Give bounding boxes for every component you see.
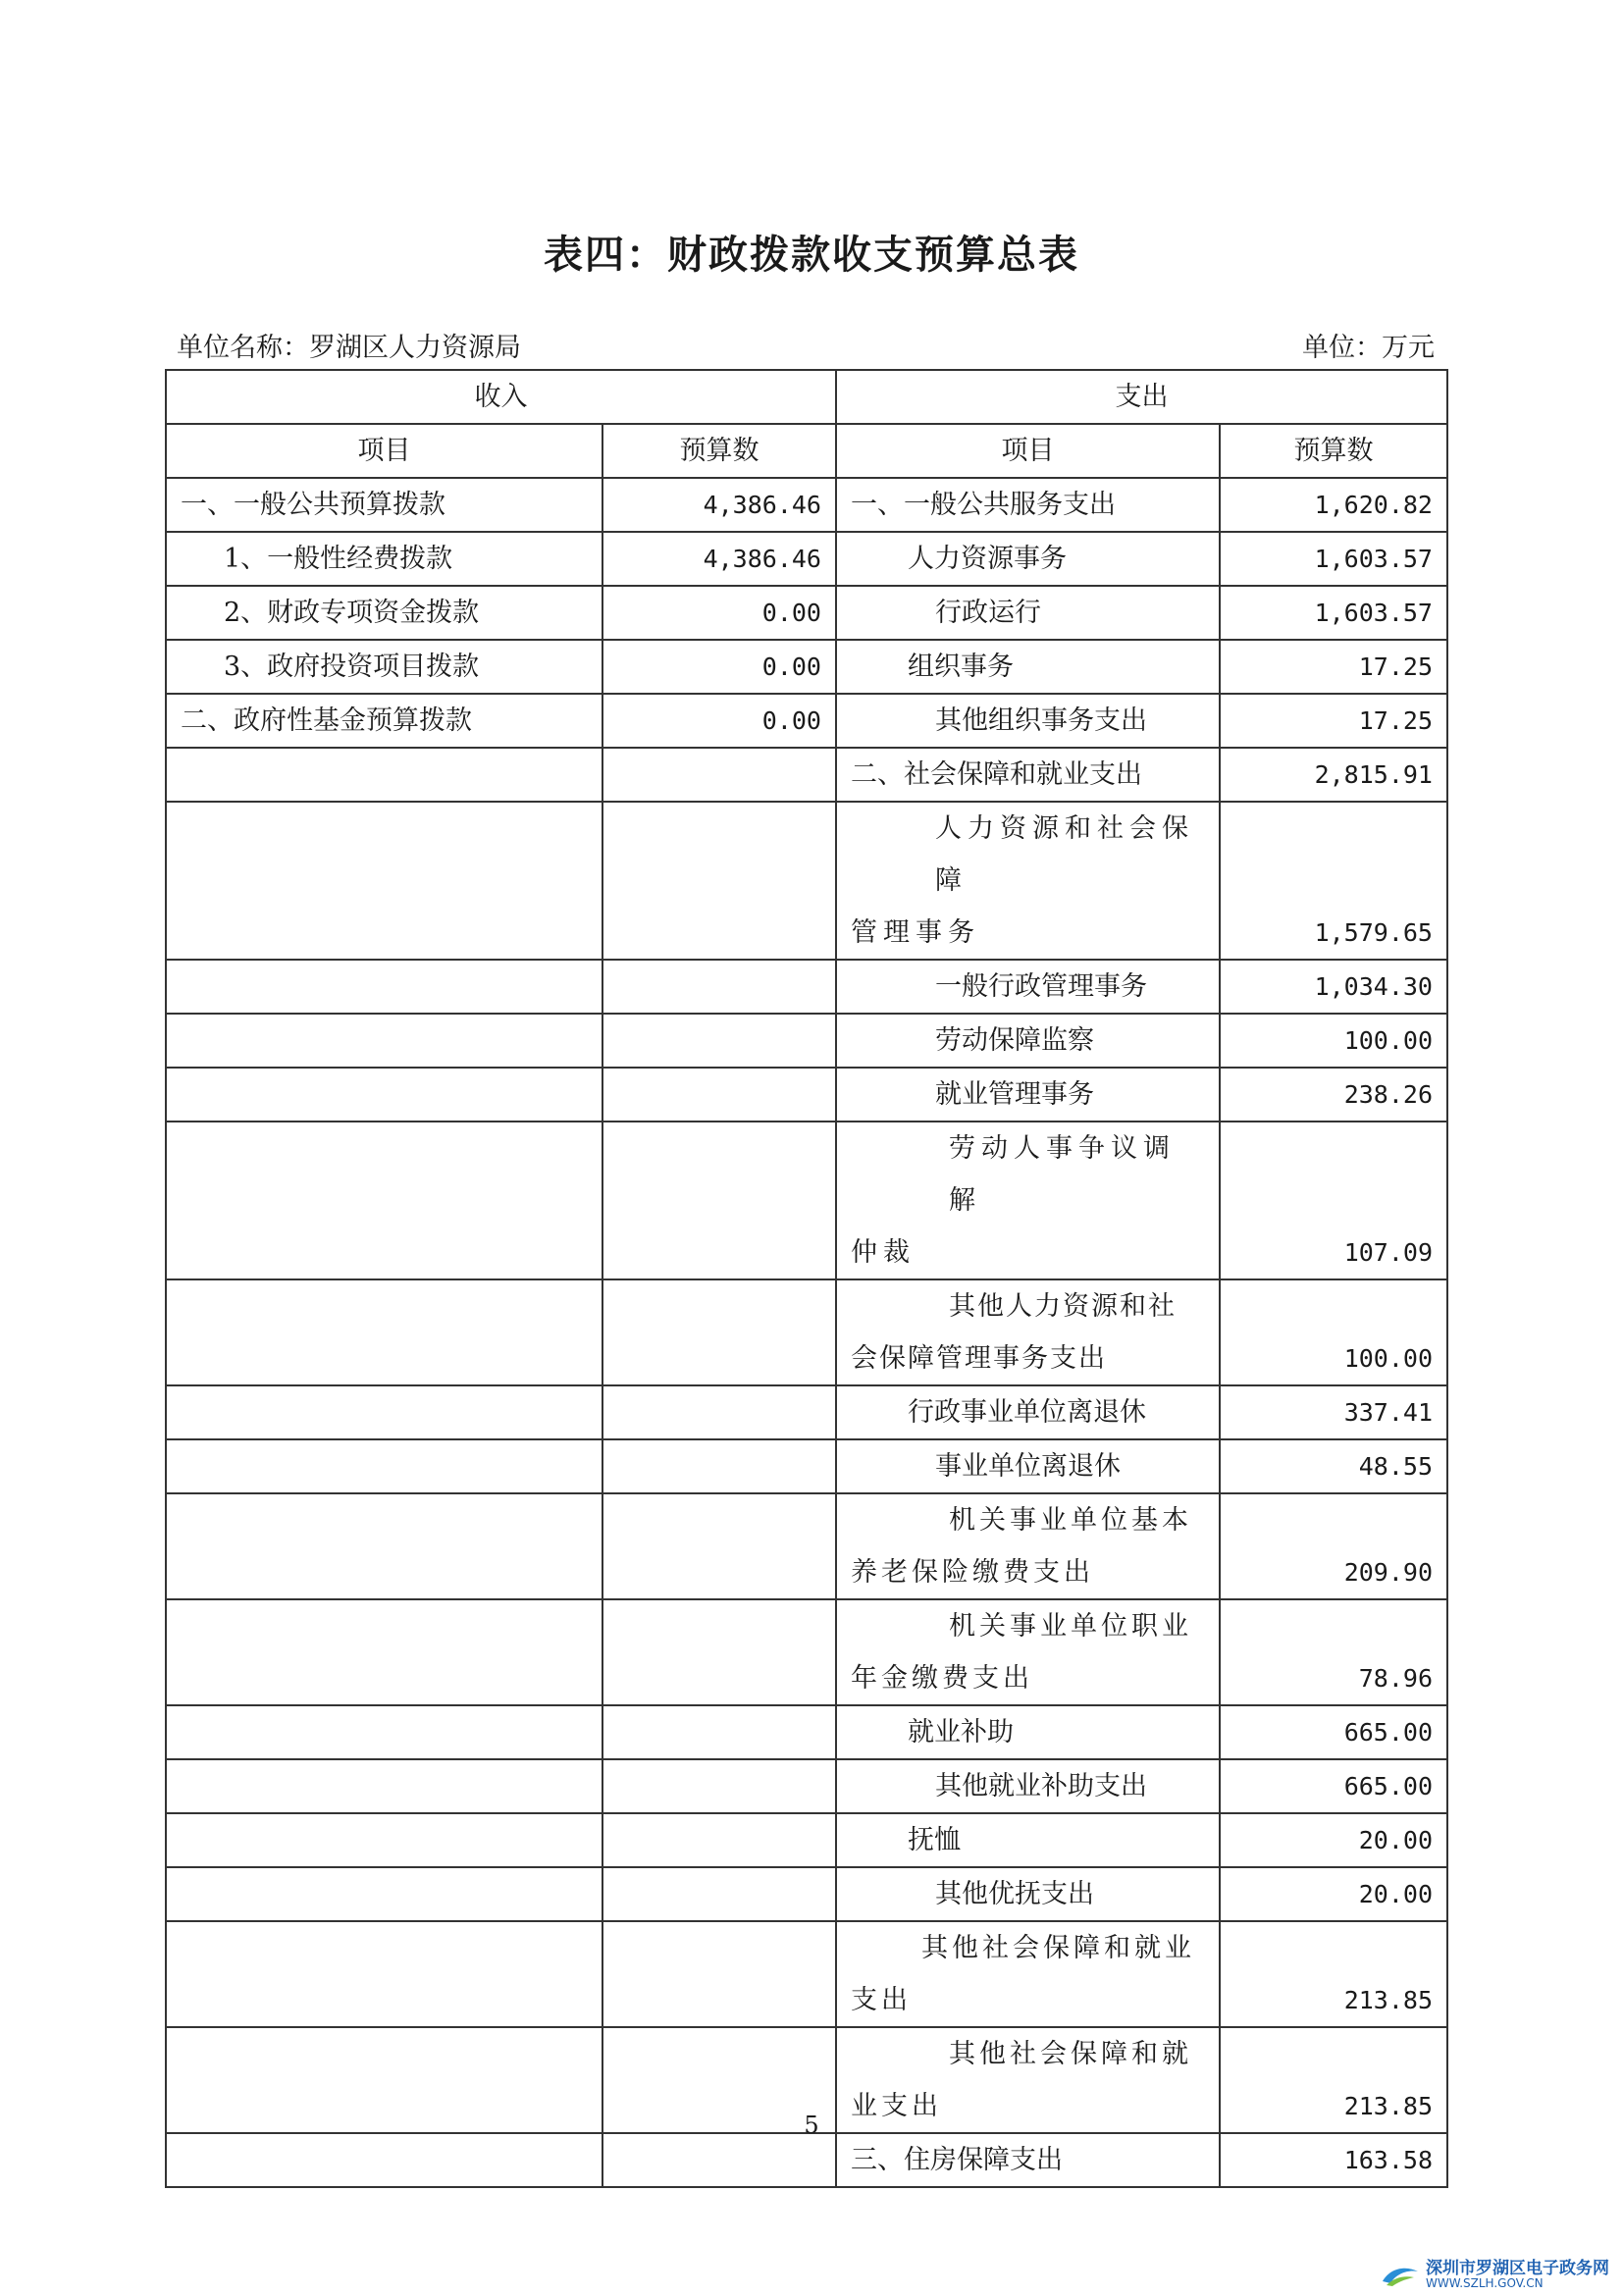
income-item	[166, 1705, 602, 1759]
expense-item-line1: 劳动人事争议调解	[949, 1133, 1176, 1216]
expense-item-line2: 业支出	[851, 2091, 942, 2121]
income-amount: 4,386.46	[602, 478, 836, 532]
income-header: 收入	[166, 370, 836, 424]
budget-table	[165, 369, 1448, 2188]
expense-item: 二、社会保障和就业支出	[836, 748, 1220, 802]
income-item-header: 项目	[166, 424, 602, 478]
expense-item-header: 项目	[836, 424, 1220, 478]
table-row	[166, 748, 1447, 802]
site-url: WWW.SZLH.GOV.CN	[1426, 2276, 1544, 2291]
expense-amount: 665.00	[1220, 1705, 1447, 1759]
income-item	[166, 1385, 602, 1439]
income-item	[166, 802, 602, 960]
income-item	[166, 1122, 602, 1279]
expense-amount: 107.09	[1220, 1122, 1447, 1279]
header-row-columns	[166, 424, 1447, 478]
expense-amount: 48.55	[1220, 1439, 1447, 1493]
expense-amount: 20.00	[1220, 1867, 1447, 1921]
income-amount	[602, 1385, 836, 1439]
table-row	[166, 802, 1447, 960]
expense-amount: 100.00	[1220, 1279, 1447, 1385]
income-item	[166, 1493, 602, 1599]
expense-amount: 100.00	[1220, 1014, 1447, 1068]
expense-amount: 78.96	[1220, 1599, 1447, 1705]
expense-item-line2: 管理事务	[851, 917, 980, 948]
income-item: 3、政府投资项目拨款	[166, 640, 602, 694]
expense-item-line2: 仲裁	[851, 1237, 916, 1268]
expense-item: 其他优抚支出	[836, 1867, 1220, 1921]
income-amount	[602, 960, 836, 1014]
expense-amount: 20.00	[1220, 1813, 1447, 1867]
expense-amount: 17.25	[1220, 640, 1447, 694]
table-row	[166, 1385, 1447, 1439]
income-item: 2、财政专项资金拨款	[166, 586, 602, 640]
expense-item-line1: 机关事业单位职业	[949, 1611, 1192, 1642]
expense-item: 三、住房保障支出	[836, 2133, 1220, 2187]
table-row	[166, 1068, 1447, 1122]
expense-item-line2: 养老保险缴费支出	[851, 1557, 1094, 1588]
expense-item-line1: 人力资源和社会保障	[935, 813, 1194, 896]
income-amount	[602, 1068, 836, 1122]
expense-item	[836, 1122, 1220, 1279]
table-row	[166, 1014, 1447, 1068]
table-row	[166, 694, 1447, 748]
table-row	[166, 1813, 1447, 1867]
expense-amount: 337.41	[1220, 1385, 1447, 1439]
site-watermark	[1381, 2258, 1609, 2291]
income-amount	[602, 1014, 836, 1068]
expense-item: 人力资源事务	[836, 532, 1220, 586]
income-item	[166, 1921, 602, 2027]
expense-item: 其他组织事务支出	[836, 694, 1220, 748]
expense-item	[836, 1279, 1220, 1385]
table-row	[166, 1921, 1447, 2027]
table-row	[166, 478, 1447, 532]
income-item	[166, 1279, 602, 1385]
table-row	[166, 1867, 1447, 1921]
expense-header: 支出	[836, 370, 1447, 424]
income-amount: 4,386.46	[602, 532, 836, 586]
expense-item: 就业补助	[836, 1705, 1220, 1759]
expense-item: 组织事务	[836, 640, 1220, 694]
table-row	[166, 1599, 1447, 1705]
expense-item: 事业单位离退休	[836, 1439, 1220, 1493]
income-item	[166, 1867, 602, 1921]
table-row	[166, 532, 1447, 586]
income-item	[166, 1813, 602, 1867]
unit-name-label: 单位名称：罗湖区人力资源局	[177, 333, 521, 363]
expense-amount: 213.85	[1220, 2027, 1447, 2133]
income-item	[166, 1068, 602, 1122]
income-item	[166, 2133, 602, 2187]
header-row-sections	[166, 370, 1447, 424]
expense-item	[836, 1921, 1220, 2027]
expense-item-line1: 其他社会保障和就业	[921, 1933, 1195, 1963]
expense-amount: 163.58	[1220, 2133, 1447, 2187]
expense-item: 行政事业单位离退休	[836, 1385, 1220, 1439]
table-row	[166, 1493, 1447, 1599]
expense-amount: 1,603.57	[1220, 532, 1447, 586]
income-amount	[602, 1705, 836, 1759]
income-amount: 0.00	[602, 694, 836, 748]
table-row	[166, 1279, 1447, 1385]
expense-item: 一、一般公共服务支出	[836, 478, 1220, 532]
currency-unit-label: 单位：万元	[1302, 333, 1435, 363]
income-budget-header: 预算数	[602, 424, 836, 478]
income-item	[166, 1599, 602, 1705]
income-amount	[602, 1122, 836, 1279]
income-amount	[602, 1599, 836, 1705]
income-amount: 0.00	[602, 586, 836, 640]
expense-amount: 1,579.65	[1220, 802, 1447, 960]
income-amount	[602, 802, 836, 960]
page-title: 表四：财政拨款收支预算总表	[544, 233, 1079, 278]
income-item	[166, 1439, 602, 1493]
income-amount	[602, 1439, 836, 1493]
income-amount	[602, 1493, 836, 1599]
expense-item: 抚恤	[836, 1813, 1220, 1867]
expense-amount: 238.26	[1220, 1068, 1447, 1122]
expense-item	[836, 1493, 1220, 1599]
expense-amount: 2,815.91	[1220, 748, 1447, 802]
income-amount	[602, 1813, 836, 1867]
expense-amount: 1,620.82	[1220, 478, 1447, 532]
income-item: 二、政府性基金预算拨款	[166, 694, 602, 748]
table-row	[166, 1122, 1447, 1279]
table-row	[166, 640, 1447, 694]
expense-item: 就业管理事务	[836, 1068, 1220, 1122]
expense-item-line1: 其他社会保障和就	[949, 2039, 1192, 2069]
expense-amount: 209.90	[1220, 1493, 1447, 1599]
expense-item-line1: 其他人力资源和社	[949, 1291, 1177, 1322]
table-row	[166, 960, 1447, 1014]
income-amount: 0.00	[602, 640, 836, 694]
expense-amount: 1,603.57	[1220, 586, 1447, 640]
expense-item-line2: 支出	[851, 1985, 912, 2015]
expense-amount: 665.00	[1220, 1759, 1447, 1813]
expense-amount: 1,034.30	[1220, 960, 1447, 1014]
expense-item-line1: 机关事业单位基本	[949, 1505, 1192, 1536]
expense-item-line2: 年金缴费支出	[851, 1663, 1033, 1694]
income-item	[166, 748, 602, 802]
income-amount	[602, 1867, 836, 1921]
income-amount	[602, 1759, 836, 1813]
table-row	[166, 2133, 1447, 2187]
expense-item: 行政运行	[836, 586, 1220, 640]
expense-budget-header: 预算数	[1220, 424, 1447, 478]
table-row	[166, 1439, 1447, 1493]
income-item: 1、一般性经费拨款	[166, 532, 602, 586]
income-amount	[602, 748, 836, 802]
site-logo-icon	[1381, 2264, 1420, 2287]
table-row	[166, 1759, 1447, 1813]
income-item: 一、一般公共预算拨款	[166, 478, 602, 532]
income-amount	[602, 1921, 836, 2027]
expense-item: 其他就业补助支出	[836, 1759, 1220, 1813]
page-number: 5	[804, 2112, 819, 2139]
expense-item	[836, 1599, 1220, 1705]
income-item	[166, 1759, 602, 1813]
income-item	[166, 1014, 602, 1068]
expense-amount: 213.85	[1220, 1921, 1447, 2027]
expense-item: 一般行政管理事务	[836, 960, 1220, 1014]
income-amount	[602, 2133, 836, 2187]
income-amount	[602, 1279, 836, 1385]
table-row	[166, 1705, 1447, 1759]
site-name: 深圳市罗湖区电子政务网	[1426, 2258, 1609, 2278]
table-row	[166, 586, 1447, 640]
expense-item-line2: 会保障管理事务支出	[851, 1343, 1107, 1374]
expense-amount: 17.25	[1220, 694, 1447, 748]
income-item	[166, 960, 602, 1014]
expense-item: 劳动保障监察	[836, 1014, 1220, 1068]
expense-item	[836, 802, 1220, 960]
